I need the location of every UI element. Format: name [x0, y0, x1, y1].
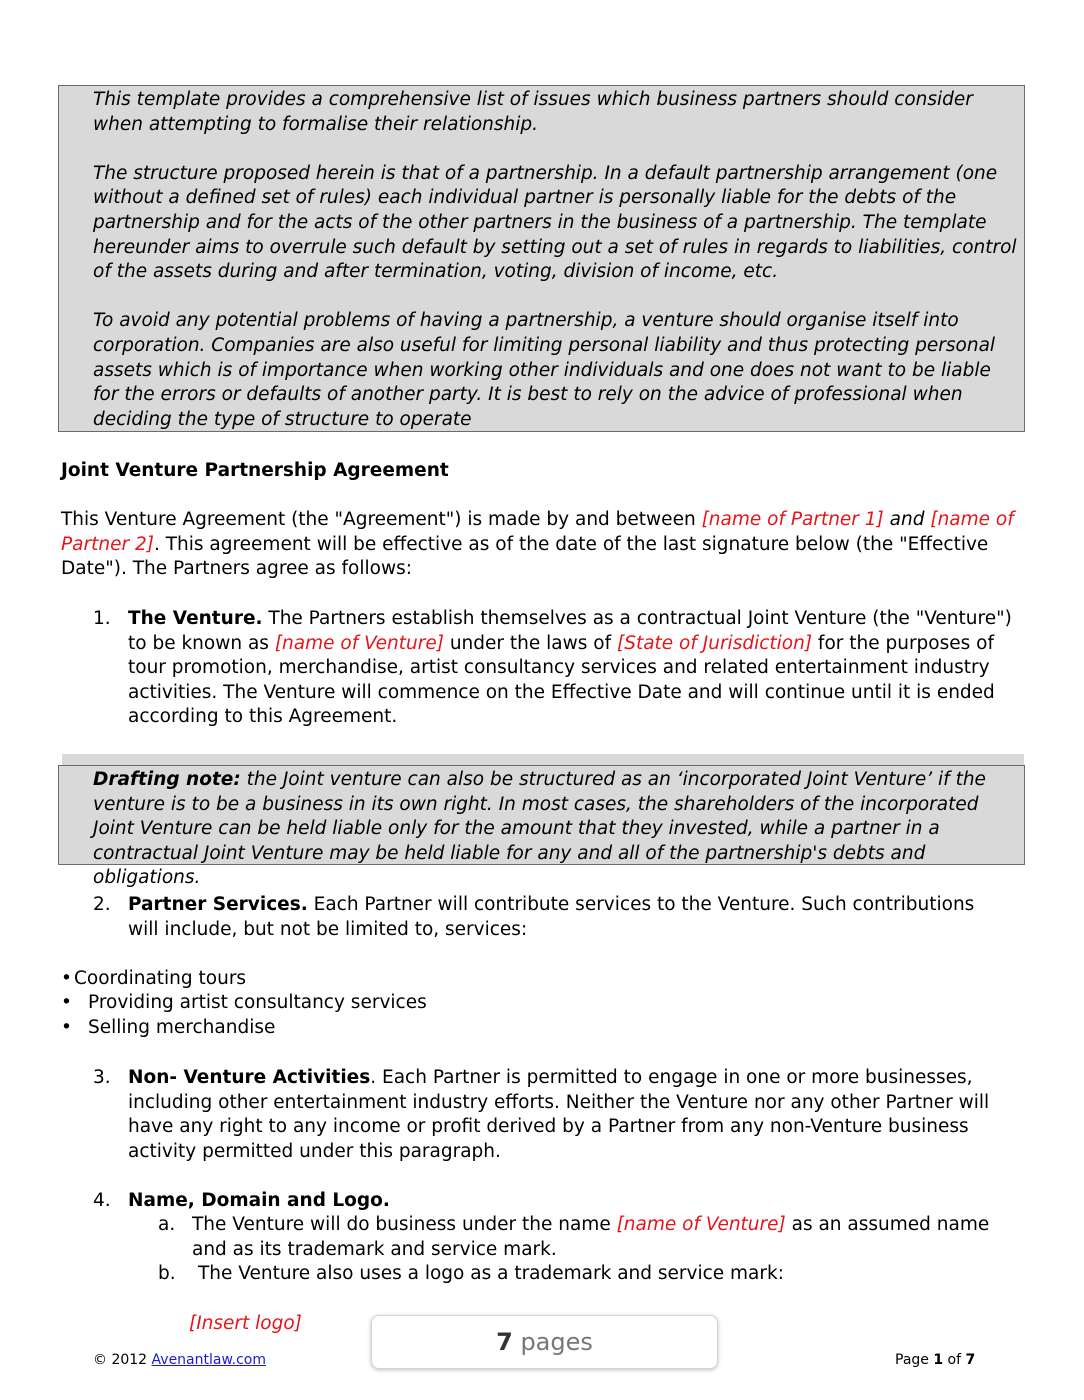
page-count-badge[interactable]	[371, 1315, 718, 1369]
bullet-glyph: •	[61, 968, 72, 989]
clause-2-heading: Partner Services.	[128, 894, 308, 915]
intro-paragraph-3: To avoid any potential problems of having a partnership, a venture should organise itself into corporation. Companies are also useful for limiting personal liability and thus protecting personal assets which is of importance when working other individuals and one does not want to be liable for the errors or defaults of another party. It is best to rely on the advice of professional when deciding the type of structure to operate	[93, 310, 996, 430]
list-item: Providing artist consultancy services	[88, 992, 427, 1013]
intro-paragraph-1: This template provides a comprehensive list of issues which business partners should consider when attempting to formalise their relationship.	[93, 89, 973, 135]
preamble-paragraph	[61, 508, 1031, 582]
page-total: 7	[965, 1352, 976, 1368]
footer-page-number	[895, 1352, 975, 1368]
clause-1-number: 1.	[93, 608, 111, 629]
drafting-note-box	[58, 765, 1025, 889]
placeholder-partner-2: [name of Partner 2]	[61, 509, 1014, 555]
placeholder-jurisdiction: [State of Jurisdiction]	[616, 632, 813, 654]
preamble-text-1: This Venture Agreement (the "Agreement") is made by and between	[61, 509, 702, 530]
clause-1-text-2: under the laws of	[443, 632, 617, 654]
clause-1-text-3: for the purposes of tour promotion, merchandise, artist consultancy services and related entertainment industry activities. The Venture will commence on the Effective Date and will continue until it is ended according to this Agreement.	[128, 632, 995, 728]
placeholder-partner-1: [name of Partner 1]	[701, 509, 884, 530]
page-current: 1	[933, 1352, 944, 1368]
page-prefix: Page	[895, 1352, 934, 1368]
clause-2-body: Each Partner will contribute services to the Venture. Such contributions will include, but not be limited to, services:	[128, 894, 975, 940]
page-count-label: pages	[512, 1328, 593, 1356]
placeholder-venture-name-2: [name of Venture]	[616, 1214, 786, 1235]
clause-1-text	[128, 607, 1030, 730]
clause-4a-text	[192, 1213, 1022, 1262]
clause-2-number: 2.	[93, 894, 111, 915]
list-item: Selling merchandise	[88, 1017, 276, 1038]
clause-4a-text-2: as an assumed name and as its trademark and service mark.	[192, 1214, 990, 1260]
clause-4-heading: Name, Domain and Logo.	[128, 1190, 390, 1211]
insert-logo-placeholder: [Insert logo]	[189, 1313, 302, 1334]
clause-3-text	[128, 1066, 1028, 1164]
footer-copyright	[93, 1352, 266, 1368]
drafting-note-label: Drafting note:	[93, 769, 241, 790]
bullet-glyph: •	[61, 992, 72, 1013]
intro-note-box	[58, 85, 1025, 432]
footer-link[interactable]: Avenantlaw.com	[151, 1352, 266, 1368]
clause-4a-text-1: The Venture will do business under the name	[192, 1214, 617, 1235]
drafting-note-body: the Joint venture can also be structured as an ‘incorporated Joint Venture’ if the venture is to be a business in its own right. In most cases, the shareholders of the incorporated Joint Venture can be held liable only for the amount that they invested, while a partner in a contractual Joint Venture may be held liable for any and all of the partnership's debts and obligations.	[93, 769, 986, 889]
clause-4b-text: The Venture also uses a logo as a trademark and service mark:	[198, 1263, 784, 1284]
clause-4a-number: a.	[158, 1214, 176, 1235]
clause-4-number: 4.	[93, 1190, 111, 1211]
page-count: 7	[496, 1328, 513, 1356]
bullet-glyph: •	[61, 1017, 72, 1038]
copyright-text: © 2012	[93, 1352, 152, 1368]
preamble-and: and	[883, 509, 931, 530]
clause-4b-number: b.	[158, 1263, 176, 1284]
clause-1-text-1: The Partners establish themselves as a contractual Joint Venture (the "Venture") to be known as	[128, 608, 1012, 654]
intro-paragraph-2: The structure proposed herein is that of a partnership. In a default partnership arrangement (one without a defined set of rules) each individual partner is personally liable for the debts of the partnership and for the acts of the other partners in the business of a partnership. The template hereunder aims to overrule such default by setting out a set of rules in regards to liabilities, control of the assets during and after termination, voting, division of income, etc.	[93, 162, 1017, 283]
clause-2-text	[128, 893, 1008, 942]
clause-3-body: . Each Partner is permitted to engage in one or more businesses, including other entertainment industry efforts. Neither the Venture nor any other Partner will have any right to any income or profit derived by a Partner from any non-Venture business activity permitted under this paragraph.	[128, 1067, 990, 1162]
page-mid: of	[943, 1352, 966, 1368]
clause-3-heading: Non- Venture Activities	[128, 1067, 371, 1088]
clause-1-heading: The Venture.	[128, 608, 263, 629]
clause-3-number: 3.	[93, 1067, 111, 1088]
document-title: Joint Venture Partnership Agreement	[61, 460, 449, 481]
placeholder-venture-name: [name of Venture]	[274, 632, 444, 654]
list-item: Coordinating tours	[74, 968, 247, 989]
drafting-note-text	[93, 768, 1022, 891]
preamble-text-2: . This agreement will be effective as of the date of the last signature below (the "Effective Date"). The Partners agree as follows:	[61, 533, 989, 580]
